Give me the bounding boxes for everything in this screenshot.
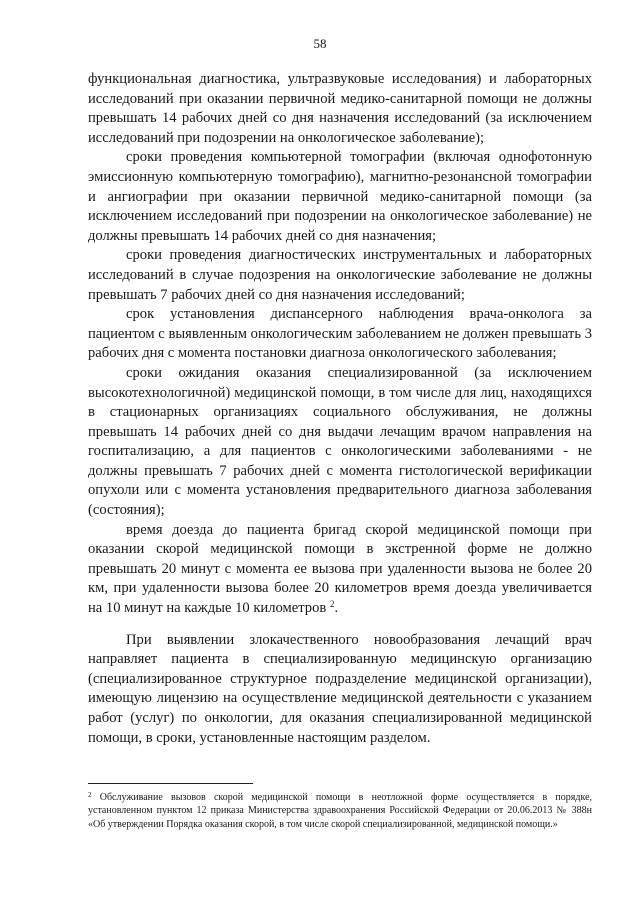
paragraph-ct-mri-deadlines: сроки проведения компьютерной томографии (включая однофотонную эмиссионную компьютерную томографию), магнитно-резонансной томографии и ангиографии при оказании первичной медико-санитарной помощи (за исключением исследований при подозрении на онкологическое заболевание) не должны превышать 14 рабочих дней со дня назначения;: [88, 149, 592, 244]
footnote-divider: [88, 783, 253, 784]
footnote-reference: 2: [329, 599, 335, 610]
paragraph-dispensary-observation: срок установления диспансерного наблюдения врача-онколога за пациентом с выявленным онкологическим заболеванием не должен превышать 3 рабочих дня с момента постановки диагноза онкологического заболевания;: [88, 306, 592, 362]
document-body: [88, 70, 592, 748]
footnote-text: Обслуживание вызовов скорой медицинской помощи в неотложной форме осуществляется в порядке, установленном пунктом 12 приказа Министерства здравоохранения Российской Федерации от 20.06.2013 № 388н «Об утверждении Порядка оказания скорой, в том числе скорой специализированной, медицинской помощи.»: [88, 792, 593, 830]
paragraph-ambulance-text: время доезда до пациента бригад скорой медицинской помощи при оказании скорой медицинской помощи в экстренной форме не должно превышать 20 минут с момента ее вызова при удаленности вызова не более 20 км, при удаленности вызова более 20 километров время доезда увеличивается на 10 минут на каждые 10 километров: [88, 521, 592, 617]
paragraph-ambulance-arrival: время доезда до пациента бригад скорой медицинской помощи при оказании скорой медицинской помощи в экстренной форме не должно превышать 20 минут с момента ее вызова при удаленности вызова не более 20 км, при удаленности вызова более 20 километров время доезда увеличивается на 10 минут на каждые 10 километров $^2$.: [88, 521, 592, 617]
footnote-marker: 2: [88, 791, 92, 799]
paragraph-malignancy-referral: При выявлении злокачественного новообразования лечащий врач направляет пациента в специализированную медицинскую организацию (специализированное структурное подразделение медицинской организации), имеющую лицензию на осуществление медицинской деятельности с указанием работ (услуг) по онкологии, для оказания специализированной медицинской помощи, в сроки, установленные настоящим разделом.: [88, 631, 592, 746]
paragraph-specialized-care-wait: сроки ожидания оказания специализированной (за исключением высокотехнологичной) медицинской помощи, в том числе для лиц, находящихся в стационарных организациях социального обслуживания, не должны превышать 14 рабочих дней со дня выдачи лечащим врачом направления на госпитализацию, а для пациентов с онкологическими заболеваниями - не должны превышать 7 рабочих дней с момента гистологической верификации опухоли или с момента установления предварительного диагноза заболевания (состояния);: [88, 364, 592, 519]
paragraph-continuation: функциональная диагностика, ультразвуковые исследования) и лабораторных исследований при оказании первичной медико-санитарной помощи не должны превышать 14 рабочих дней со дня назначения исследований (за исключением исследований при подозрении на онкологическое заболевание);: [88, 71, 592, 146]
paragraph-oncology-diagnostics: сроки проведения диагностических инструментальных и лабораторных исследований в случае подозрения на онкологические заболевание не должны превышать 7 рабочих дней со дня назначения исследований;: [88, 247, 592, 303]
page-number: 58: [313, 36, 327, 51]
footnote: [88, 791, 592, 831]
